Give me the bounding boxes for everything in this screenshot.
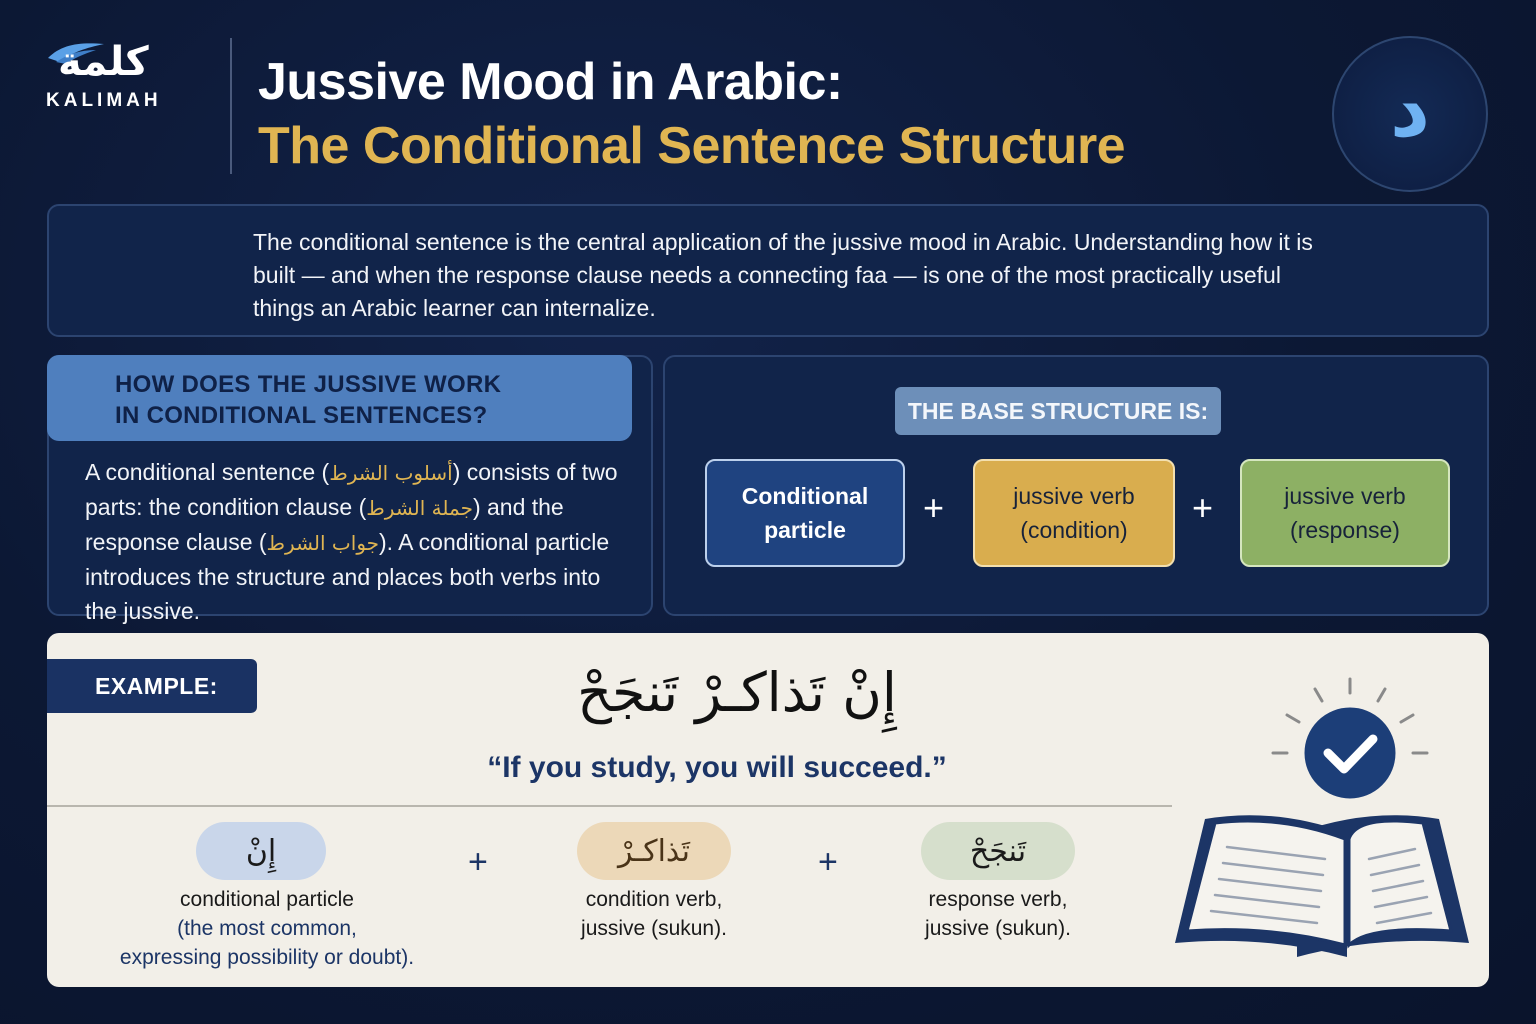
- open-book-icon: [1165, 673, 1475, 963]
- box-label: jussive verb: [1284, 483, 1406, 509]
- page-subtitle: The Conditional Sentence Structure: [258, 117, 1126, 175]
- arabic-term-response-clause: جواب الشرط: [266, 531, 380, 555]
- jussive-condition-box: [973, 459, 1175, 567]
- box-label: (condition): [1020, 517, 1128, 543]
- example-label: EXAMPLE:: [47, 659, 257, 713]
- caption-line: condition verb,: [585, 888, 723, 911]
- example-translation: “If you study, you will succeed.”: [487, 751, 947, 784]
- response-verb-caption: [853, 885, 1143, 943]
- intro-text: The conditional sentence is the central application of the jussive mood in Arabic. Understanding how it is built — and when the response clause needs a connecting faa — is one of the most practically useful things an Arabic learner can internalize.: [253, 229, 1313, 321]
- box-label: (response): [1290, 517, 1400, 543]
- example-panel: [47, 633, 1489, 987]
- box-label: Conditional: [741, 483, 869, 509]
- explanation-heading-line-1: HOW DOES THE JUSSIVE WORK: [115, 371, 502, 398]
- arabic-term-condition-clause: جملة الشرط: [366, 496, 473, 520]
- explanation-text-part: ). A conditional particle introduces the structure and places both verbs into the jussive.: [85, 529, 610, 624]
- box-label: jussive verb: [1013, 483, 1135, 509]
- caption-line: (the most common,: [177, 917, 357, 940]
- badge-letter: د: [1389, 65, 1431, 155]
- page-title: Jussive Mood in Arabic:: [258, 53, 843, 111]
- caption-line: jussive (sukun).: [925, 917, 1071, 940]
- box-label: particle: [764, 517, 846, 543]
- header-divider: [230, 38, 232, 174]
- caption-line: jussive (sukun).: [581, 917, 727, 940]
- particle-caption: [67, 885, 467, 972]
- structure-panel: [663, 355, 1489, 616]
- intro-panel: [47, 204, 1489, 337]
- caption-line: conditional particle: [180, 888, 354, 911]
- caption-line: expressing possibility or doubt).: [119, 946, 415, 969]
- condition-verb-pill: تَذاكـرْ: [577, 822, 731, 880]
- caption-line: response verb,: [928, 888, 1068, 911]
- letter-badge: [1332, 36, 1488, 192]
- plus-sign: +: [818, 843, 838, 881]
- condition-verb-caption: [509, 885, 799, 943]
- explanation-text-part: ) consists of two parts: the condition clause (: [85, 459, 618, 520]
- explanation-heading-line-2: IN CONDITIONAL SENTENCES?: [115, 402, 488, 429]
- conditional-particle-box: [705, 459, 905, 567]
- explanation-heading: [47, 355, 632, 441]
- explanation-text-part: A conditional sentence (: [85, 459, 330, 485]
- logo-arabic-wordmark: كلمة: [58, 39, 149, 85]
- explanation-text: [85, 455, 625, 628]
- explanation-text-part: ) and the response clause (: [85, 494, 564, 555]
- example-divider: [47, 805, 1172, 807]
- logo-latin-wordmark: KALIMAH: [46, 90, 162, 111]
- particle-pill: إِنْ: [196, 822, 326, 880]
- plus-sign: +: [468, 843, 488, 881]
- plus-sign: +: [1192, 487, 1214, 528]
- jussive-response-box: [1240, 459, 1450, 567]
- response-verb-pill: تَنجَحْ: [921, 822, 1075, 880]
- check-badge-icon: [1302, 705, 1398, 801]
- brand-logo: [46, 40, 186, 120]
- arabic-term-conditional-style: أسلوب الشرط: [329, 461, 453, 485]
- structure-label: THE BASE STRUCTURE IS:: [895, 387, 1221, 435]
- explanation-panel: [47, 355, 653, 624]
- plus-sign: +: [923, 487, 945, 528]
- example-arabic-sentence: إِنْ تَذاكـرْ تَنجَحْ: [577, 661, 897, 724]
